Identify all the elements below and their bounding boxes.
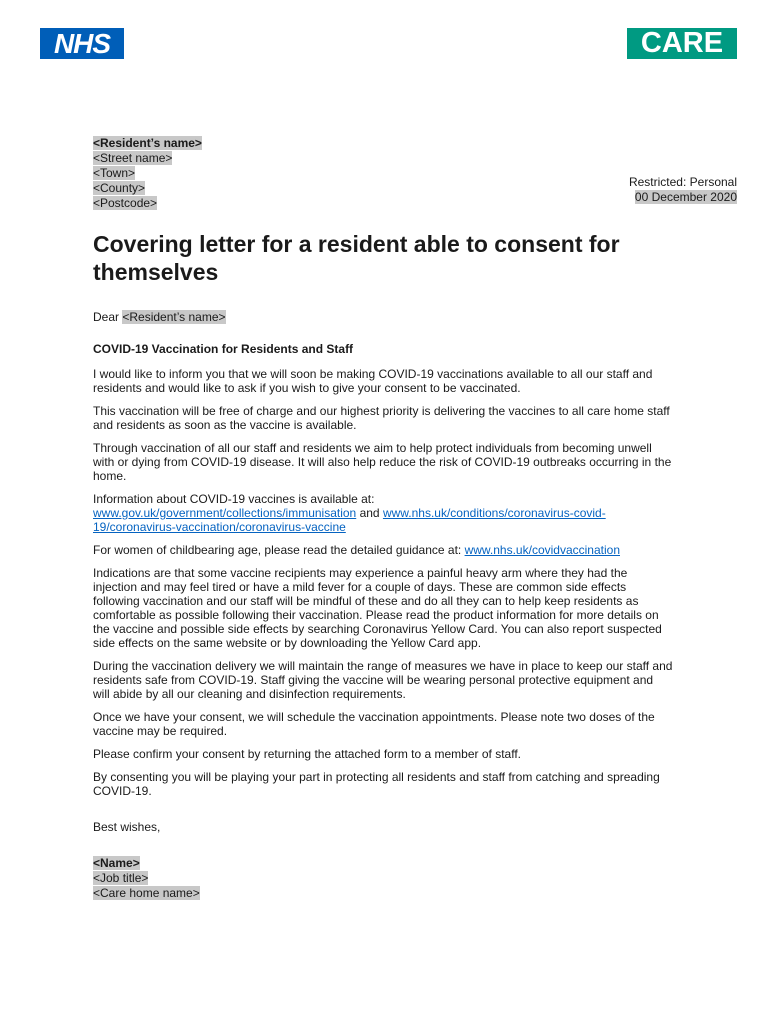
childbearing-text: For women of childbearing age, please read the detailed guidance at: [93, 543, 465, 557]
paragraph-confirm: Please confirm your consent by returning the attached form to a member of staff. [93, 747, 521, 761]
paragraph-protection: Through vaccination of all our staff and residents we aim to help protect individuals from becoming unwell with or dying from COVID-19 disease. It will also help reduce the risk of COVID-19 outbreaks occurring in the home. [93, 441, 672, 483]
letter-meta [629, 175, 737, 205]
paragraph-consent-schedule: Once we have your consent, we will schedule the vaccination appointments. Please note two doses of the vaccine may be required. [93, 710, 655, 738]
address-postcode: <Postcode> [93, 196, 158, 210]
address-town: <Town> [93, 166, 136, 180]
paragraph-free-of-charge: This vaccination will be free of charge and our highest priority is delivering the vaccines to all care home staff and residents as soon as the vaccine is available. [93, 404, 670, 432]
greeting-resident-name: <Resident’s name> [122, 310, 226, 324]
paragraph-childbearing [93, 543, 673, 557]
link-gov-immunisation[interactable]: www.gov.uk/government/collections/immunisation [93, 506, 357, 520]
greeting [93, 310, 673, 324]
paragraph-intro: I would like to inform you that we will soon be making COVID-19 vaccinations available to all our staff and residents and would like to ask if you wish to give your consent to be vaccinated. [93, 367, 653, 395]
information-and: and [356, 506, 383, 520]
classification-label: Restricted: Personal [628, 175, 737, 189]
address-county: <County> [93, 181, 146, 195]
letter-subject: COVID-19 Vaccination for Residents and Staff [93, 342, 354, 356]
letter-body [93, 310, 673, 843]
paragraph-measures: During the vaccination delivery we will maintain the range of measures we have in place to keep our staff and residents safe from COVID-19. Staff giving the vaccine will be wearing personal protective equipment and will abide by all our cleaning and disinfection requirements. [93, 659, 673, 701]
information-intro: Information about COVID-19 vaccines is available at: [93, 492, 375, 506]
signature-name: <Name> [93, 856, 140, 870]
greeting-prefix: Dear [93, 310, 123, 324]
signature-care-home: <Care home name> [93, 886, 200, 900]
address-resident-name: <Resident’s name> [93, 136, 202, 150]
care-logo: CARE [627, 28, 737, 59]
closing: Best wishes, [93, 820, 161, 834]
paragraph-side-effects: Indications are that some vaccine recipients may experience a painful heavy arm where they had the injection and may feel tired or have a mild fever for a couple of days. These are common side effects following vaccination and our staff will be mindful of these and do all they can to help keep residents as comfortable as possible following their vaccination. Please read the product information for more details on the vaccine and possible side effects by searching Coronavirus Yellow Card. You can also report suspected side effects on the same website or by downloading the Yellow Card app. [93, 566, 662, 650]
signature-job-title: <Job title> [93, 871, 149, 885]
letter-date: 00 December 2020 [634, 190, 737, 204]
paragraph-information [93, 492, 673, 534]
signature-block [93, 856, 200, 901]
page-title: Covering letter for a resident able to consent for themselves [93, 231, 620, 285]
link-nhs-covidvaccination[interactable]: www.nhs.uk/covidvaccination [464, 543, 620, 557]
address-street: <Street name> [93, 151, 173, 165]
recipient-address [93, 136, 202, 211]
paragraph-protecting: By consenting you will be playing your part in protecting all residents and staff from catching and spreading COVID-19. [93, 770, 660, 798]
nhs-logo: NHS [40, 28, 124, 59]
link-nhs-coronavirus-vaccine[interactable]: www.nhs.uk/conditions/coronavirus-covid-19/coronavirus-vaccination/coronavirus-vaccine [93, 506, 606, 534]
